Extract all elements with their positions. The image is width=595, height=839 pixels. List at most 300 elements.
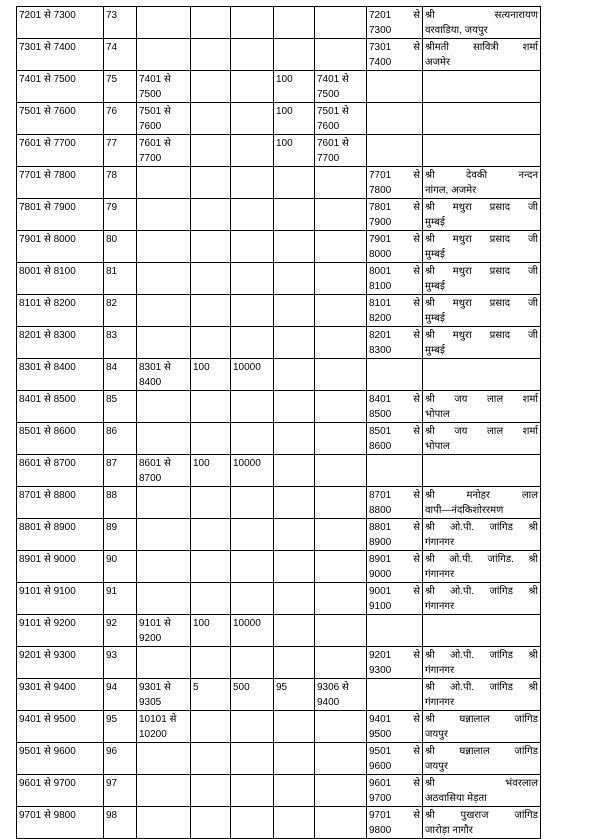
transfer-range-cell [367, 167, 423, 199]
transfer-range-line1 [369, 776, 420, 791]
holder-name-cell [423, 423, 541, 455]
allotted-range-cell [137, 551, 191, 583]
amount-cell [231, 71, 274, 103]
quantity: 100 [193, 458, 210, 469]
serial-number-cell [104, 775, 137, 807]
transfer-range-cell [367, 551, 423, 583]
balance-count-cell [274, 679, 315, 711]
holder-name-line1: श्री जय लाल शर्मा [425, 426, 538, 437]
holder-name-line1: श्री भंवरलाल [425, 778, 538, 789]
table-row [17, 743, 541, 775]
share-range-cell [17, 807, 104, 839]
transfer-range-connector: से [413, 554, 420, 565]
balance-range-cell [315, 807, 367, 839]
balance-count: 95 [276, 682, 288, 693]
allotted-range-line1: 9101 से [139, 618, 171, 629]
amount-cell [231, 39, 274, 71]
holder-name-line1: श्रीमती सावित्री शर्मा [425, 42, 538, 53]
quantity: 5 [193, 682, 199, 693]
allotted-range-line1: 7601 से [139, 138, 171, 149]
holder-name-cell [423, 743, 541, 775]
transfer-range-start: 7701 [369, 170, 392, 181]
serial-number: 89 [106, 522, 118, 533]
amount-cell [231, 551, 274, 583]
transfer-range-line1 [369, 648, 420, 663]
transfer-range-connector: से [413, 522, 420, 533]
balance-range-line2: 9400 [317, 697, 340, 708]
amount-cell [231, 295, 274, 327]
holder-name-cell [423, 775, 541, 807]
transfer-range-cell [367, 519, 423, 551]
share-range: 8301 से 8400 [19, 362, 76, 373]
table-row [17, 455, 541, 487]
balance-count-cell [274, 551, 315, 583]
transfer-range-line1 [369, 424, 420, 439]
share-range-cell [17, 103, 104, 135]
balance-count-cell [274, 327, 315, 359]
serial-number: 86 [106, 426, 118, 437]
share-range: 7301 से 7400 [19, 42, 76, 53]
serial-number: 85 [106, 394, 118, 405]
holder-name-line2: जारोड़ा नागौर [425, 825, 473, 836]
serial-number-cell [104, 263, 137, 295]
allotted-range-cell [137, 615, 191, 647]
table-row [17, 231, 541, 263]
allotted-range-cell [137, 71, 191, 103]
serial-number-cell [104, 647, 137, 679]
holder-name-line2: गंगानगर [425, 601, 455, 612]
table-row [17, 327, 541, 359]
quantity-cell [191, 487, 231, 519]
table-row [17, 295, 541, 327]
table-row [17, 807, 541, 839]
holder-name-line1: श्री पुखराज जांगिड [425, 810, 538, 821]
holder-name-line1: श्री घन्नालाल जांगिड [425, 746, 538, 757]
transfer-range-end: 8100 [369, 281, 392, 292]
quantity-cell [191, 423, 231, 455]
quantity-cell [191, 551, 231, 583]
quantity-cell [191, 775, 231, 807]
serial-number-cell [104, 551, 137, 583]
share-range-cell [17, 231, 104, 263]
holder-name-line2: गंगानगर [425, 569, 455, 580]
transfer-range-end: 9100 [369, 601, 392, 612]
holder-name-line1: श्री मथुरा प्रसाद जी [425, 330, 538, 341]
share-range-cell [17, 455, 104, 487]
balance-count-cell [274, 647, 315, 679]
table-row [17, 359, 541, 391]
amount-cell [231, 231, 274, 263]
share-range: 8801 से 8900 [19, 522, 76, 533]
share-range: 9101 से 9100 [19, 586, 76, 597]
table-row [17, 551, 541, 583]
transfer-range-end: 9800 [369, 825, 392, 836]
balance-range-cell [315, 39, 367, 71]
transfer-range-line1 [369, 40, 420, 55]
transfer-range-end: 9700 [369, 793, 392, 804]
amount-cell [231, 807, 274, 839]
balance-range-cell [315, 103, 367, 135]
serial-number: 73 [106, 10, 118, 21]
balance-range-line2: 7700 [317, 153, 340, 164]
share-range: 8601 से 8700 [19, 458, 76, 469]
balance-range-cell [315, 391, 367, 423]
quantity-cell [191, 647, 231, 679]
balance-range-cell [315, 231, 367, 263]
transfer-range-line1 [369, 584, 420, 599]
transfer-range-line1 [369, 744, 420, 759]
balance-range-cell [315, 647, 367, 679]
share-range-cell [17, 487, 104, 519]
transfer-range-start: 9401 [369, 714, 392, 725]
balance-count-cell [274, 519, 315, 551]
table-row [17, 167, 541, 199]
holder-name-line2: गंगानगर [425, 697, 455, 708]
transfer-range-cell [367, 775, 423, 807]
amount-cell [231, 711, 274, 743]
amount-cell [231, 487, 274, 519]
balance-count-cell [274, 807, 315, 839]
table-row [17, 71, 541, 103]
transfer-range-start: 7801 [369, 202, 392, 213]
transfer-range-connector: से [413, 778, 420, 789]
share-range: 7701 से 7800 [19, 170, 76, 181]
share-range-cell [17, 647, 104, 679]
serial-number: 76 [106, 106, 118, 117]
balance-range-cell [315, 423, 367, 455]
transfer-range-end: 8000 [369, 249, 392, 260]
share-range-cell [17, 359, 104, 391]
transfer-range-start: 8801 [369, 522, 392, 533]
transfer-range-connector: से [413, 810, 420, 821]
allotted-range-cell [137, 135, 191, 167]
transfer-range-end: 7300 [369, 25, 392, 36]
balance-range-cell [315, 519, 367, 551]
holder-name-line2: वरवाडिया, जयपुर [425, 25, 488, 36]
transfer-range-start: 8101 [369, 298, 392, 309]
table-row [17, 199, 541, 231]
holder-name-cell [423, 519, 541, 551]
transfer-range-start: 8501 [369, 426, 392, 437]
holder-name-line2: गंगानगर [425, 537, 455, 548]
share-range: 8501 से 8600 [19, 426, 76, 437]
allotted-range-cell [137, 327, 191, 359]
holder-name-line1: श्री मथुरा प्रसाद जी [425, 234, 538, 245]
holder-name-line2: मुम्बई [425, 217, 445, 228]
transfer-range-line1 [369, 520, 420, 535]
transfer-range-end: 8800 [369, 505, 392, 516]
transfer-range-line1 [369, 296, 420, 311]
holder-name-cell [423, 263, 541, 295]
serial-number-cell [104, 167, 137, 199]
serial-number-cell [104, 679, 137, 711]
transfer-range-cell [367, 71, 423, 103]
serial-number: 81 [106, 266, 118, 277]
transfer-range-connector: से [413, 586, 420, 597]
serial-number-cell [104, 7, 137, 39]
transfer-range-start: 9501 [369, 746, 392, 757]
share-range: 9201 से 9300 [19, 650, 76, 661]
transfer-range-line1 [369, 168, 420, 183]
serial-number: 80 [106, 234, 118, 245]
balance-count-cell [274, 199, 315, 231]
serial-number-cell [104, 231, 137, 263]
serial-number: 96 [106, 746, 118, 757]
holder-name-line1: श्री मथुरा प्रसाद जी [425, 266, 538, 277]
serial-number: 79 [106, 202, 118, 213]
holder-name-line1: श्री देवकी नन्दन [425, 170, 538, 181]
balance-range-cell [315, 135, 367, 167]
holder-name-cell [423, 199, 541, 231]
transfer-range-start: 7901 [369, 234, 392, 245]
balance-count: 100 [276, 106, 293, 117]
transfer-range-connector: से [413, 42, 420, 53]
balance-range-line1: 9306 से [317, 682, 349, 693]
serial-number: 95 [106, 714, 118, 725]
table-row [17, 423, 541, 455]
transfer-range-cell [367, 583, 423, 615]
serial-number-cell [104, 711, 137, 743]
allotted-range-cell [137, 679, 191, 711]
serial-number: 98 [106, 810, 118, 821]
serial-number-cell [104, 391, 137, 423]
holder-name-line2: वापी—नंदकिशोररमण [425, 505, 504, 516]
transfer-range-line1 [369, 232, 420, 247]
serial-number-cell [104, 807, 137, 839]
amount-cell [231, 7, 274, 39]
holder-name-cell [423, 39, 541, 71]
balance-count-cell [274, 39, 315, 71]
share-range: 9301 से 9400 [19, 682, 76, 693]
transfer-range-line1 [369, 808, 420, 823]
allotted-range-line1: 10101 से [139, 714, 177, 725]
quantity-cell [191, 71, 231, 103]
transfer-range-start: 9601 [369, 778, 392, 789]
transfer-range-cell [367, 359, 423, 391]
holder-name-line1: श्री ओ.पी. जांगिड श्री [425, 650, 538, 661]
table-row [17, 679, 541, 711]
serial-number: 91 [106, 586, 118, 597]
transfer-range-start: 9201 [369, 650, 392, 661]
share-range-cell [17, 39, 104, 71]
transfer-range-cell [367, 423, 423, 455]
serial-number-cell [104, 39, 137, 71]
allotted-range-cell [137, 711, 191, 743]
quantity: 100 [193, 362, 210, 373]
allotted-range-line1: 7501 से [139, 106, 171, 117]
allotted-range-line2: 7700 [139, 153, 162, 164]
table-row [17, 647, 541, 679]
balance-range-cell [315, 327, 367, 359]
transfer-range-end: 8500 [369, 409, 392, 420]
transfer-range-connector: से [413, 426, 420, 437]
share-range: 7501 से 7600 [19, 106, 76, 117]
serial-number: 78 [106, 170, 118, 181]
holder-name-line1: श्री घन्नालाल जांगिड [425, 714, 538, 725]
holder-name-line2: मुम्बई [425, 345, 445, 356]
holder-name-line2: अठवासिया मेड़ता [425, 793, 487, 804]
share-range-cell [17, 423, 104, 455]
table-row [17, 135, 541, 167]
transfer-range-start: 7301 [369, 42, 392, 53]
holder-name-cell [423, 711, 541, 743]
share-range-cell [17, 775, 104, 807]
holder-name-line2: जयपुर [425, 761, 448, 772]
allotted-range-cell [137, 487, 191, 519]
serial-number-cell [104, 327, 137, 359]
allotted-range-line1: 8601 से [139, 458, 171, 469]
allotted-range-line2: 9305 [139, 697, 162, 708]
share-range: 9601 से 9700 [19, 778, 76, 789]
transfer-range-connector: से [413, 746, 420, 757]
share-range: 7901 से 8000 [19, 234, 76, 245]
share-range-cell [17, 263, 104, 295]
balance-count: 100 [276, 74, 293, 85]
transfer-range-cell [367, 327, 423, 359]
balance-range-line1: 7401 से [317, 74, 349, 85]
allotted-range-cell [137, 519, 191, 551]
holder-name-cell [423, 327, 541, 359]
holder-name-cell [423, 551, 541, 583]
serial-number-cell [104, 295, 137, 327]
quantity-cell [191, 263, 231, 295]
balance-count-cell [274, 231, 315, 263]
holder-name-cell [423, 391, 541, 423]
share-register-table [16, 6, 541, 839]
table-row [17, 103, 541, 135]
transfer-range-connector: से [413, 298, 420, 309]
amount-cell [231, 263, 274, 295]
transfer-range-start: 8901 [369, 554, 392, 565]
document-page [16, 6, 541, 839]
transfer-range-end: 8900 [369, 537, 392, 548]
share-range-cell [17, 711, 104, 743]
allotted-range-cell [137, 455, 191, 487]
holder-name-cell [423, 167, 541, 199]
share-range-cell [17, 7, 104, 39]
amount-cell [231, 199, 274, 231]
share-range-cell [17, 199, 104, 231]
balance-range-cell [315, 359, 367, 391]
transfer-range-cell [367, 807, 423, 839]
transfer-range-connector: से [413, 394, 420, 405]
quantity-cell [191, 711, 231, 743]
amount-cell [231, 327, 274, 359]
transfer-range-cell [367, 135, 423, 167]
share-range: 8201 से 8300 [19, 330, 76, 341]
amount-cell [231, 775, 274, 807]
holder-name-cell [423, 615, 541, 647]
holder-name-cell [423, 7, 541, 39]
transfer-range-cell [367, 231, 423, 263]
allotted-range-cell [137, 391, 191, 423]
table-body [17, 7, 541, 839]
quantity-cell [191, 359, 231, 391]
quantity-cell [191, 807, 231, 839]
quantity-cell [191, 135, 231, 167]
quantity-cell [191, 519, 231, 551]
allotted-range-line2: 8400 [139, 377, 162, 388]
share-range: 8101 से 8200 [19, 298, 76, 309]
serial-number: 87 [106, 458, 118, 469]
serial-number-cell [104, 359, 137, 391]
quantity-cell [191, 7, 231, 39]
quantity-cell [191, 39, 231, 71]
amount-cell [231, 359, 274, 391]
balance-count-cell [274, 359, 315, 391]
balance-count-cell [274, 295, 315, 327]
share-range: 7601 से 7700 [19, 138, 76, 149]
share-range: 8401 से 8500 [19, 394, 76, 405]
allotted-range-cell [137, 743, 191, 775]
transfer-range-cell [367, 39, 423, 71]
serial-number-cell [104, 583, 137, 615]
balance-range-cell [315, 583, 367, 615]
serial-number: 97 [106, 778, 118, 789]
serial-number: 92 [106, 618, 118, 629]
quantity-cell [191, 167, 231, 199]
balance-count-cell [274, 391, 315, 423]
quantity-cell [191, 679, 231, 711]
share-range: 9101 से 9200 [19, 618, 76, 629]
share-range: 8901 से 9000 [19, 554, 76, 565]
serial-number-cell [104, 455, 137, 487]
allotted-range-line1: 9301 से [139, 682, 171, 693]
serial-number: 84 [106, 362, 118, 373]
amount-cell [231, 743, 274, 775]
transfer-range-start: 9701 [369, 810, 392, 821]
balance-range-cell [315, 71, 367, 103]
amount-cell [231, 391, 274, 423]
transfer-range-connector: से [413, 330, 420, 341]
allotted-range-line2: 7500 [139, 89, 162, 100]
holder-name-line2: भोपाल [425, 441, 450, 452]
allotted-range-cell [137, 103, 191, 135]
holder-name-cell [423, 807, 541, 839]
table-row [17, 583, 541, 615]
quantity-cell [191, 743, 231, 775]
holder-name-line1: श्री जय लाल शर्मा [425, 394, 538, 405]
balance-range-cell [315, 711, 367, 743]
share-range-cell [17, 295, 104, 327]
serial-number: 94 [106, 682, 118, 693]
balance-range-cell [315, 551, 367, 583]
amount-cell [231, 583, 274, 615]
transfer-range-start: 9001 [369, 586, 392, 597]
balance-count-cell [274, 167, 315, 199]
balance-count: 100 [276, 138, 293, 149]
allotted-range-cell [137, 359, 191, 391]
holder-name-cell [423, 135, 541, 167]
serial-number-cell [104, 135, 137, 167]
transfer-range-line1 [369, 712, 420, 727]
transfer-range-line1 [369, 8, 420, 23]
serial-number: 88 [106, 490, 118, 501]
allotted-range-cell [137, 7, 191, 39]
balance-range-cell [315, 775, 367, 807]
balance-range-cell [315, 743, 367, 775]
transfer-range-end: 7400 [369, 57, 392, 68]
transfer-range-connector: से [413, 202, 420, 213]
transfer-range-cell [367, 295, 423, 327]
transfer-range-line1 [369, 392, 420, 407]
holder-name-line2: नांगल, अजमेर [425, 185, 477, 196]
transfer-range-connector: से [413, 266, 420, 277]
transfer-range-end: 9500 [369, 729, 392, 740]
transfer-range-cell [367, 679, 423, 711]
holder-name-cell [423, 231, 541, 263]
balance-count-cell [274, 711, 315, 743]
